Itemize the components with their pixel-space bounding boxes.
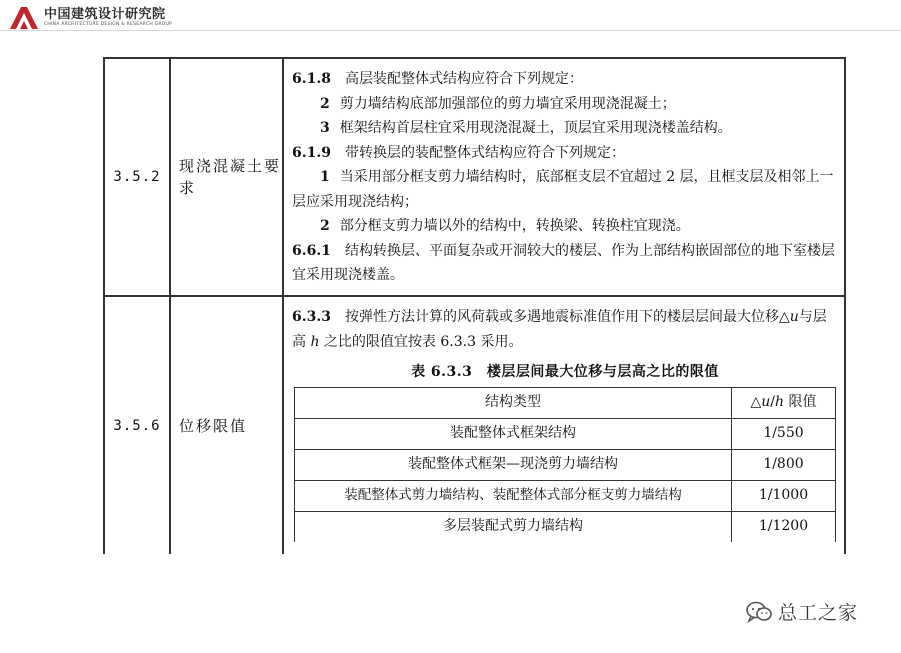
limit-cell: 1/550 xyxy=(732,418,836,449)
row-code: 3.5.2 xyxy=(104,58,170,296)
table-caption: 表 6.3.3 楼层层间最大位移与层高之比的限值 xyxy=(411,364,719,380)
clause-number: 6.3.3 xyxy=(292,309,331,325)
symbol-h: h xyxy=(310,333,320,350)
item-number: 3 xyxy=(320,120,330,136)
table-row xyxy=(104,296,845,554)
table-row xyxy=(104,58,845,296)
limit-cell: 1/800 xyxy=(732,449,836,480)
clause-line xyxy=(292,116,838,141)
table-row xyxy=(295,449,836,480)
clause-text: 当采用部分框支剪力墙结构时，底部框支层不宜超过 2 层，且框支层及相邻上一层应采用现浇结构； xyxy=(292,169,834,210)
column-header-limit: △u/h 限值 xyxy=(732,387,836,418)
row-title: 现浇混凝土要求 xyxy=(170,58,283,296)
clause-number: 6.1.8 xyxy=(292,71,331,87)
clause-line xyxy=(292,141,838,166)
header-divider xyxy=(0,30,901,31)
structure-type-cell: 装配整体式框架结构 xyxy=(295,418,732,449)
org-logo-icon xyxy=(8,6,40,30)
org-logo-text xyxy=(44,8,172,28)
clause-line xyxy=(292,305,838,354)
item-number: 2 xyxy=(320,218,330,234)
clause-text: 部分框支剪力墙以外的结构中，转换梁、转换柱宜现浇。 xyxy=(339,218,690,234)
item-number: 1 xyxy=(320,169,330,185)
clause-line xyxy=(292,165,838,214)
table-row xyxy=(295,480,836,511)
org-name-cn: 中国建筑设计研究院 xyxy=(44,7,166,22)
clause-text: 与层高 xyxy=(292,309,827,350)
spec-table xyxy=(103,57,846,554)
clause-text: 按弹性方法计算的风荷载或多遇地震标准值作用下的楼层层间最大位移△ xyxy=(344,309,790,325)
drift-limit-table xyxy=(294,387,836,542)
clause-number: 6.1.9 xyxy=(292,144,331,161)
symbol-u: u xyxy=(789,309,799,325)
table-header-row xyxy=(295,387,836,418)
structure-type-cell: 装配整体式剪力墙结构、装配整体式部分框支剪力墙结构 xyxy=(295,480,732,511)
structure-type-cell: 装配整体式框架—现浇剪力墙结构 xyxy=(295,449,732,480)
page-header xyxy=(8,5,172,31)
footer-watermark xyxy=(745,598,858,625)
row-content xyxy=(283,58,845,296)
clause-text: 结构转换层、平面复杂或开洞较大的楼层、作为上部结构嵌固部位的地下室楼层宜采用现浇楼盖。 xyxy=(292,242,835,283)
clause-line xyxy=(292,214,838,239)
item-number: 2 xyxy=(320,95,330,112)
footer-text: 总工之家 xyxy=(778,602,859,624)
clause-text: 框架结构首层柱宜采用现浇混凝土，顶层宜采用现浇楼盖结构。 xyxy=(339,120,732,136)
clause-number: 6.6.1 xyxy=(292,242,331,259)
clause-text: 高层装配整体式结构应符合下列规定： xyxy=(344,71,583,87)
clause-line xyxy=(292,239,838,288)
limit-cell: 1/1000 xyxy=(732,480,836,511)
structure-type-cell: 多层装配式剪力墙结构 xyxy=(295,511,732,542)
clause-line xyxy=(292,92,838,117)
row-title: 位移限值 xyxy=(170,296,283,554)
table-row xyxy=(295,418,836,449)
table-row xyxy=(295,511,836,542)
row-content xyxy=(283,296,845,554)
org-name-en: CHINA ARCHITECTURE DESIGN & RESEARCH GROUP xyxy=(44,22,173,27)
clause-text: 剪力墙结构底部加强部位的剪力墙宜采用现浇混凝土； xyxy=(339,95,676,112)
clause-line xyxy=(292,67,838,92)
wechat-icon xyxy=(745,600,773,624)
limit-cell: 1/1200 xyxy=(732,511,836,542)
row-code: 3.5.6 xyxy=(104,296,170,554)
clause-text: 之比的限值宜按表 6.3.3 采用。 xyxy=(319,333,523,350)
column-header-type: 结构类型 xyxy=(295,387,732,418)
clause-text: 带转换层的装配整体式结构应符合下列规定： xyxy=(344,144,625,161)
